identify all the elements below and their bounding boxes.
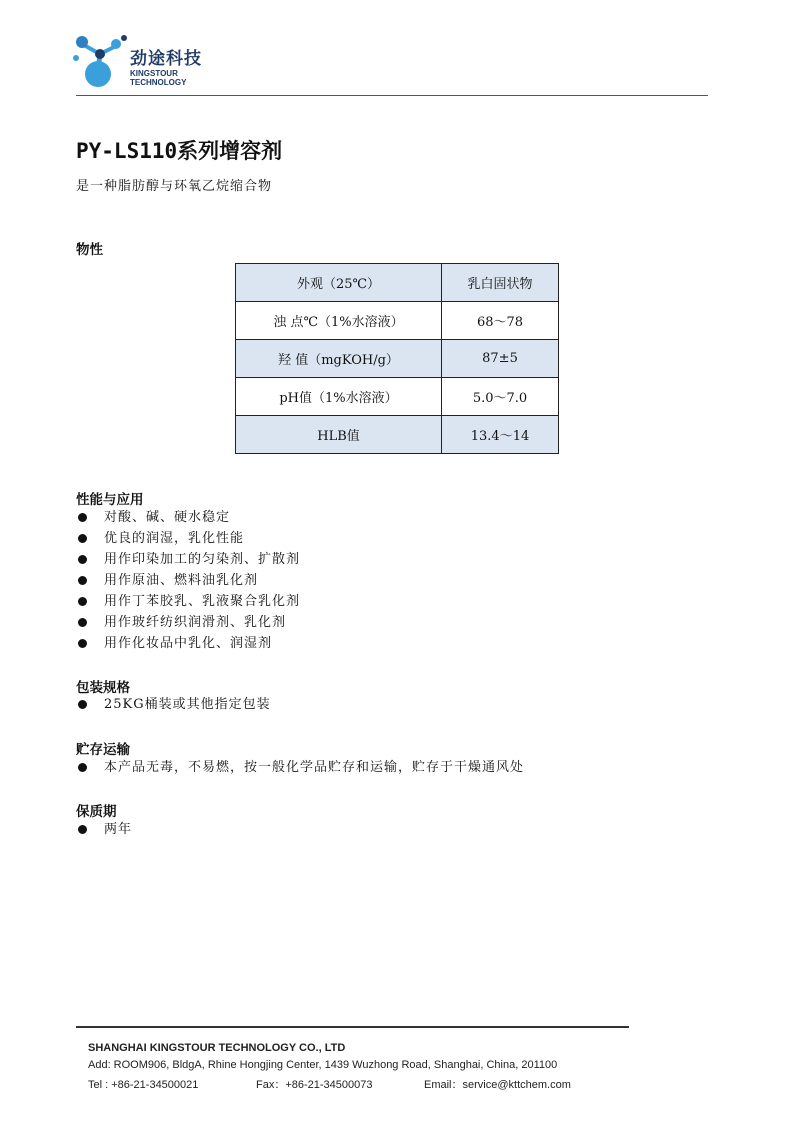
company-logo	[70, 30, 210, 92]
list-item	[76, 549, 300, 570]
table-row	[236, 378, 559, 416]
table-row	[236, 302, 559, 340]
bullet-icon	[78, 618, 87, 627]
footer-company: SHANGHAI KINGSTOUR TECHNOLOGY CO., LTD	[88, 1042, 346, 1054]
properties-table	[235, 263, 559, 454]
list-item-text: 对酸、碱、硬水稳定	[104, 510, 231, 525]
shelf-life-list	[76, 819, 132, 840]
list-item	[76, 757, 524, 778]
packaging-list	[76, 694, 271, 715]
list-item-text: 用作原油、燃料油乳化剂	[104, 573, 259, 588]
footer-address: Add: ROOM906, BldgA, Rhine Hongjing Center, 1439 Wuzhong Road, Shanghai, China, 201100	[88, 1059, 558, 1071]
property-name: 羟 值（mgKOH/g）	[236, 340, 442, 378]
bullet-icon	[78, 700, 87, 709]
performance-heading: 性能与应用	[76, 492, 144, 508]
header-divider	[76, 95, 708, 96]
list-item	[76, 528, 300, 549]
list-item-text: 优良的润湿，乳化性能	[104, 531, 245, 546]
shelf-life-heading: 保质期	[76, 804, 117, 820]
table-row	[236, 416, 559, 454]
list-item	[76, 570, 300, 591]
list-item-text: 本产品无毒，不易燃，按一般化学品贮存和运输，贮存于干燥通风处	[104, 760, 525, 775]
list-item-text: 用作丁苯胶乳、乳液聚合乳化剂	[104, 594, 301, 609]
property-value: 13.4～14	[442, 416, 559, 454]
bullet-icon	[78, 513, 87, 522]
list-item	[76, 507, 300, 528]
storage-list	[76, 757, 524, 778]
table-row	[236, 340, 559, 378]
list-item	[76, 694, 271, 715]
list-item-text: 用作化妆品中乳化、润湿剂	[104, 636, 273, 651]
molecule-logo-icon	[70, 30, 132, 92]
list-item-text: 用作印染加工的匀染剂、扩散剂	[104, 552, 301, 567]
performance-list	[76, 507, 300, 654]
bullet-icon	[78, 597, 87, 606]
footer-contact	[88, 1076, 571, 1092]
storage-heading: 贮存运输	[76, 742, 130, 758]
product-subtitle: 是一种脂肪醇与环氧乙烷缩合物	[76, 179, 273, 194]
packaging-heading: 包装规格	[76, 680, 130, 696]
list-item	[76, 819, 132, 840]
list-item	[76, 591, 300, 612]
bullet-icon	[78, 534, 87, 543]
bullet-icon	[78, 576, 87, 585]
bullet-icon	[78, 555, 87, 564]
footer-email: Email：service@kttchem.com	[424, 1079, 571, 1091]
list-item	[76, 633, 300, 654]
footer-divider	[76, 1026, 629, 1028]
property-name: HLB值	[236, 416, 442, 454]
list-item-text: 用作玻纤纺织润滑剂、乳化剂	[104, 615, 287, 630]
bullet-icon	[78, 639, 87, 648]
properties-heading: 物性	[76, 242, 103, 258]
logo-cn-name: 劲途科技	[130, 49, 202, 69]
list-item	[76, 612, 300, 633]
list-item-text: 两年	[104, 822, 133, 837]
bullet-icon	[78, 763, 87, 772]
product-title: PY-LS110系列增容剂	[76, 139, 283, 163]
property-name: 浊 点℃（1%水溶液）	[236, 302, 442, 340]
logo-en-line1: KINGSTOUR	[130, 69, 178, 78]
bullet-icon	[78, 825, 87, 834]
property-value: 87±5	[442, 340, 559, 378]
table-row	[236, 264, 559, 302]
footer-tel: Tel : +86-21-34500021	[88, 1079, 199, 1091]
property-name: 外观（25℃）	[236, 264, 442, 302]
property-value: 5.0～7.0	[442, 378, 559, 416]
property-value: 乳白固状物	[442, 264, 559, 302]
property-value: 68～78	[442, 302, 559, 340]
list-item-text: 25KG桶装或其他指定包装	[104, 697, 271, 712]
footer-fax: Fax：+86-21-34500073	[256, 1079, 373, 1091]
logo-en-line2: TECHNOLOGY	[130, 78, 187, 87]
property-name: pH值（1%水溶液）	[236, 378, 442, 416]
